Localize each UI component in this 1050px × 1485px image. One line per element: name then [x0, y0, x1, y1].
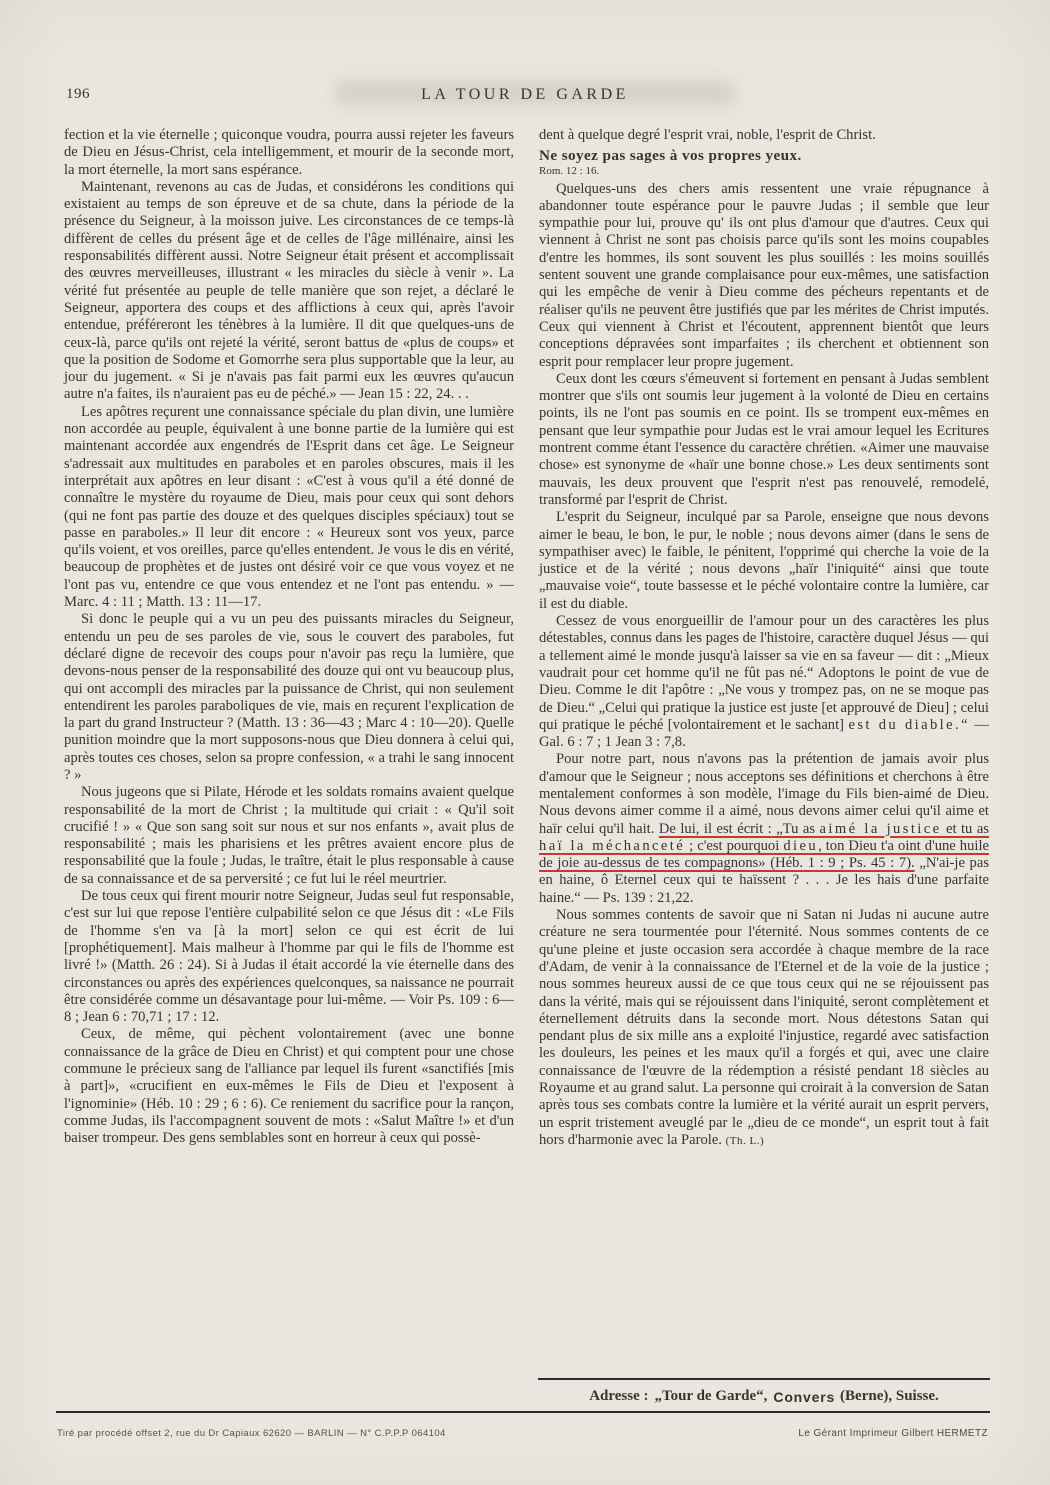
scripture-reference: Rom. 12 : 16. [539, 164, 600, 177]
page-title: LA TOUR DE GARDE [421, 86, 629, 103]
paragraph: De tous ceux qui firent mourir notre Seigneur, Judas seul fut responsable, c'est sur lui que repose l'entière culpabilité selon ce que Jésus dit : «Le Fils de l'homme s'en va [à la mort] selon ce qui est écrit de lui [prophétiquement]. Mais malheur à l'homme par qui le fils de l'homme est livré !» (Matth. 26 : 24). Si à Judas il était accordé la vie éternelle dans des circonstances ou après des expériences quelconques, sa naissance ne pourrait être considérée comme un désavantage pour lui-même. — Voir Ps. 109 : 6—8 ; Jean 6 : 70,71 ; 17 : 12. [64, 888, 514, 1026]
address-city: Convers [773, 1388, 836, 1405]
left-column [64, 127, 514, 1150]
bottom-rule [56, 1411, 990, 1413]
red-underlined-text: De lui, il est écrit : [658, 820, 772, 837]
red-underlined-spaced-text: aimé la justice [819, 820, 942, 837]
paragraph: Ceux dont les cœurs s'émeuvent si fortement en pensant à Judas semblent montrer que s'ils ont soumis leur jugement à la volonté de Dieu en certains points, ils ne l'ont pas soumis en ce point. Ils se trompent eux-mêmes en pensant que leur sympathie pour Judas est le vrai amour lequel les Ecritures montrent comme étant l'essence du caractère chrétien. «Aimer une mauvaise chose» est synonyme de «haïr une bonne chose.» Les deux sentiments sont mauvais, les deux prouvent que l'esprit n'est pas renouvelé, remodelé, transformé par l'esprit de Christ. [539, 370, 989, 508]
paragraph-text: Pour notre part, nous n'avons pas la prétention de jamais avoir plus d'amour que le Seigneur ; nous acceptons ses définitions et cherchons à être mentalement conformes à son modèle, l'image du Fils bien-aimé de Dieu. Nous devons aimer comme il a aimé, nous devons aimer celui qu'il aime et haïr celui qu'il hait. [539, 751, 989, 837]
two-column-body [64, 127, 988, 1150]
red-underlined-text: , ton Dieu t'a oint d'une huile de joie au-dessus de tes compagnons» (Héb. 1 : 9 ; Ps. 45 : 7). [539, 837, 989, 872]
emphasized-spaced-text: est du diable.“ [848, 716, 970, 733]
red-underlined-text: et tu as [941, 820, 989, 837]
paragraph-continuation: fection et la vie éternelle ; quiconque voudra, pourra aussi rejeter les faveurs de Dieu en Jésus-Christ, cela intelligemment, et mourir de la seconde mort, la mort éternelle, la mort sans espérance. [64, 127, 514, 178]
printer-credit: Le Gérant Imprimeur Gilbert HERMETZ [798, 1428, 988, 1439]
address-region: (Berne), Suisse. [840, 1388, 939, 1404]
paragraph-text: Cessez de vous enorgueillir de l'amour pour un des caractères les plus détestables, connus dans les pages de l'histoire, caractère duquel Jésus — qui a tellement aimé le monde jusqu'à laisser sa vie en sa faveur — dit : „Mieux vaudrait pour cet homme qu'il ne fût pas né.“ Adoptons le point de vue de Dieu. Comme le dit l'apôtre : „Ne vous y trompez pas, on ne se moque pas de Dieu.“ „Celui qui pratique la justice est juste [et approuvé de Dieu] ; celui qui pratique le péché [volontairement et le sachant] [539, 613, 989, 733]
publication-name: „Tour de Garde“, [654, 1388, 768, 1404]
author-attribution: (Th. L.) [725, 1134, 765, 1147]
red-underlined-spaced-text: dieu [783, 837, 819, 854]
address-label: Adresse : [589, 1388, 649, 1404]
paragraph: L'esprit du Seigneur, inculqué par sa Parole, enseigne que nous devons aimer le beau, le bon, le pur, le noble ; nous devons aimer (dans le sens de sympathiser avec) le faible, le pénitent, l'opprimé qui cherche la voie de la justice et de la vérité ; nous devons „haïr l'iniquité“ ainsi que toute „mauvaise voie“, toute bassesse et le péché volontaire contre la lumière, car il est du diable. [539, 509, 989, 612]
address-box [538, 1378, 990, 1411]
section-heading: Ne soyez pas sages à vos propres yeux. [539, 147, 802, 165]
right-column [539, 127, 989, 1150]
paragraph-text: „N'ai-je pas en haine, ô Eternel ceux qui te haïssent ? . . . Je les hais d'une parfaite haine.“ — Ps. 139 : 21,22. [539, 855, 990, 906]
red-underlined-text: ; c'est pourquoi [685, 837, 784, 854]
paragraph: Les apôtres reçurent une connaissance spéciale du plan divin, une lumière non accordée au peuple, équivalent à une bonne partie de la lumière qui est maintenant accordée aux engendrés de l'Esprit dans cet âge. Le Seigneur s'adressait aux multitudes en paraboles et en paroles obscures, mais il les interprétait aux apôtres en leur disant : «C'est à vous qu'il a été donné de connaître le mystère du royaume de Dieu, mais pour ceux qui sont dehors (qui ne font pas partie des douze et des quelques disciples spéciaux) tout se passe en paraboles.» Il leur dit encore : « Heureux sont vos yeux, parce qu'ils voient, et vos oreilles, parce qu'elles entendent. Je vous le dis en vérité, beaucoup de prophètes et de justes ont désiré voir ce que vous voyez et ne l'ont pas vu, entendre ce que vous entendez et ne l'ont pas entendu. » — Marc. 4 : 11 ; Matth. 13 : 11—17. [64, 403, 514, 611]
paragraph: Nous jugeons que si Pilate, Hérode et les soldats romains avaient quelque responsabilité de la mort de Christ ; la multitude qui criait : « Qu'il soit crucifié ! » « Que son sang soit sur nous et sur nos enfants », avait plus de responsabilité ; mais les pharisiens et les prêtres avaient encore plus de responsabilité que la foule ; Judas, le traître, était le plus responsable à cause de sa connaissance et de sa perversité ; ce fut lui le réel meurtrier. [64, 784, 514, 887]
red-underlined-spaced-text: haï la méchanceté [539, 837, 686, 854]
paragraph: Maintenant, revenons au cas de Judas, et considérons les conditions qui existaient au temps de son épreuve et de sa chute, dans la période de la présence du Seigneur, à la moisson juive. Les circonstances de ce temps-là diffèrent de celles du présent âge et de celles de l'âge millénaire, ainsi les responsabilités diffèrent aussi. Notre Seigneur était présent et accomplissait des œuvres merveilleuses, illustrant « les miracles du siècle à venir ». La vérité fut présentée au peuple de telle manière que son rejet, a déclaré le Seigneur, apportera des coups et des afflictions à ceux qui, après l'avoir entendue, préféreront les ténèbres à la lumière. Il dit que quelques-uns de ceux-là, parce qu'ils ont rejeté la vérité, seront battus de «plus de coups» et que la position de Sodome et Gomorrhe sera plus supportable que la leur, au jour du jugement. « Si je n'avais pas fait parmi eux les œuvres qu'aucun autre n'a faites, ils n'auraient pas eu de péché.» — Jean 15 : 22, 24. . . [64, 178, 514, 403]
paragraph [539, 613, 989, 751]
paragraph-with-red-underline [539, 751, 989, 907]
page-number: 196 [66, 86, 90, 102]
paragraph: Ceux, de même, qui pèchent volontairement (avec une bonne connaissance de la grâce de Dieu en Christ) et qui comptent pour une chose commune le précieux sang de l'alliance par lequel ils furent «sanctifiés [mis à part]», «crucifient en eux-mêmes le Fils de Dieu et l'exposent à l'ignominie» (Héb. 10 : 29 ; 6 : 6). Ce reniement du sacrifice pour la rançon, comme Judas, ils l'accompagnent souvent de mots : «Salut Maître !» et d'un baiser trompeur. Des gens semblables sont en horreur à ceux qui possè- [64, 1026, 514, 1147]
paragraph-continuation: dent à quelque degré l'esprit vrai, noble, l'esprit de Christ. [539, 127, 876, 143]
paragraph [539, 907, 989, 1150]
paragraph: Si donc le peuple qui a vu un peu des puissants miracles du Seigneur, entendu un peu de ses paroles de vie, sous le couvert des paraboles, fut déclaré digne de recevoir des coups pour n'avoir pas reçu la lumière, que devons-nous penser de la responsabilité des douze qui ont vu beaucoup plus, qui ont accompli des miracles par la puissance de Christ, qui non seulement entendirent les paroles paraboliques de vie, mais en reçurent l'explication de la part du grand Instructeur ? (Matth. 13 : 36—43 ; Marc 4 : 10—20). Quelle punition moindre que la mort supposons-nous que Dieu donnera à celui qui, après toutes ces choses, selon sa propre confession, « a trahi le sang innocent ? » [64, 611, 514, 783]
paragraph: Quelques-uns des chers amis ressentent une vraie répugnance à abandonner toute espérance pour le pauvre Judas ; il semble que leur sympathie pour lui, prouve qu' ils ont plus d'amour que d'autres. Ceux qui viennent à Christ ne sont pas choisis parce qu'ils sont les moins coupables d'entre les hommes, ils sont souvent les plus souillés : les moins souillés sentent souvent une grande complaisance pour eux-mêmes, une satisfaction qui les empêche de venir à Dieu comme des pécheurs repentants et de réaliser qu'ils ne peuvent être justifiés que par les mérites de Christ imputés. Ceux qui viennent à Christ et l'écoutent, apprennent bientôt que leurs conceptions dépravées sont imparfaites ; ils cherchent et obtiennent son esprit pour remplacer leur propre jugement. [539, 180, 989, 370]
print-imprint: Tiré par procédé offset 2, rue du Dr Capiaux 62620 — BARLIN — N° C.P.P.P 064104 [57, 1428, 446, 1439]
paragraph-text: — Gal. 6 : 7 ; 1 Jean 3 : 7,8. [539, 716, 989, 751]
red-underlined-text: „Tu as [771, 820, 820, 837]
paragraph-text: Nous sommes contents de savoir que ni Satan ni Judas ni aucune autre créature ne sera tourmentée pour l'éternité. Nous sommes contents de ce qu'une pleine et juste occasion sera accordée à chaque membre de la race d'Adam, de venir à la connaissance de l'Eternel et de la voie de la justice ; nous sommes heureux aussi de ce que tous ceux qui ne se réjouissent pas dans la vérité, mais qui se réjouissent dans l'iniquité, seront complètement et éternellement détruits dans la seconde mort. Nous détestons Satan qui pendant plus de six mille ans a exploité l'injustice, regardé avec satisfaction les douleurs, les peines et les maux qu'il a forgés et qui, avec une claire connaissance de l'œuvre de la rédemption a résisté pendant 18 siècles au Royaume et au grand salut. La personne qui croirait à la conversion de Satan après tous ses combats contre la lumière et la vérité aurait un esprit pervers, un esprit tristement aveuglé par le „dieu de ce monde“, un esprit tout à fait hors d'harmonie avec la Parole. [539, 907, 989, 1148]
